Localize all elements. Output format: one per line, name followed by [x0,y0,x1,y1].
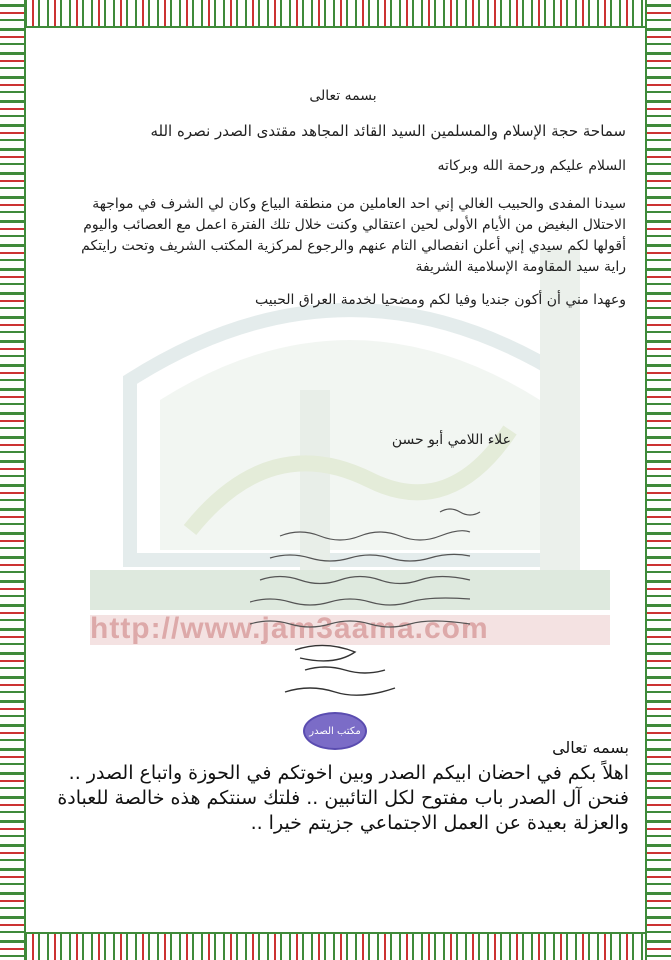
typed-reply [38,738,629,836]
ornamental-border-bottom [0,932,671,960]
handwritten-signature-icon [265,640,425,710]
letter-basmala: بسمه تعالى [309,88,377,104]
ornamental-border-right [645,0,671,960]
printed-letter [60,88,626,308]
letter-address: سماحة حجة الإسلام والمسلمين السيد القائد المجاهد مقتدى الصدر نصره الله [150,122,626,140]
handwritten-reply-icon [250,500,490,640]
letter-pledge: وعهدا مني أن أكون جنديا وفيا لكم ومضحيا لخدمة العراق الحبيب [255,292,626,308]
letter-signer: علاء اللامي أبو حسن [391,432,511,448]
reply-basmala: بسمه تعالى [552,738,629,757]
ornamental-border-top [0,0,671,28]
letter-body: سيدنا المفدى والحبيب الغالي إني احد العاملين من منطقة البياع وكان لي الشرف في مواجهة الاحتلال البغيض من الأيام الأولى لحين اعتقالي وكنت خلال تلك الفترة اعمل مع العصائب واليوم أقولها لكم سيدي إني أعلن انفصالي التام عنهم والرجوع لمركزية المكتب الشريف وتحت رايتكم راية سيد المقاومة الإسلامية الشريفة [81,196,626,275]
office-seal: مكتب الصدر [303,712,367,750]
letter-greeting: السلام عليكم ورحمة الله وبركاته [437,158,626,174]
watermark-url: http://www.jam3aama.com [90,612,489,645]
reply-body: اهلاً بكم في احضان ابيكم الصدر وبين اخوتكم في الحوزة واتباع الصدر .. فنحن آل الصدر باب مفتوح لكل التائبين .. فلتك سنتكم هذه خالصة للعبادة والعزلة بعيدة عن العمل الاجتماعي جزيتم خيرا .. [57,762,629,834]
ornamental-border-left [0,0,26,960]
